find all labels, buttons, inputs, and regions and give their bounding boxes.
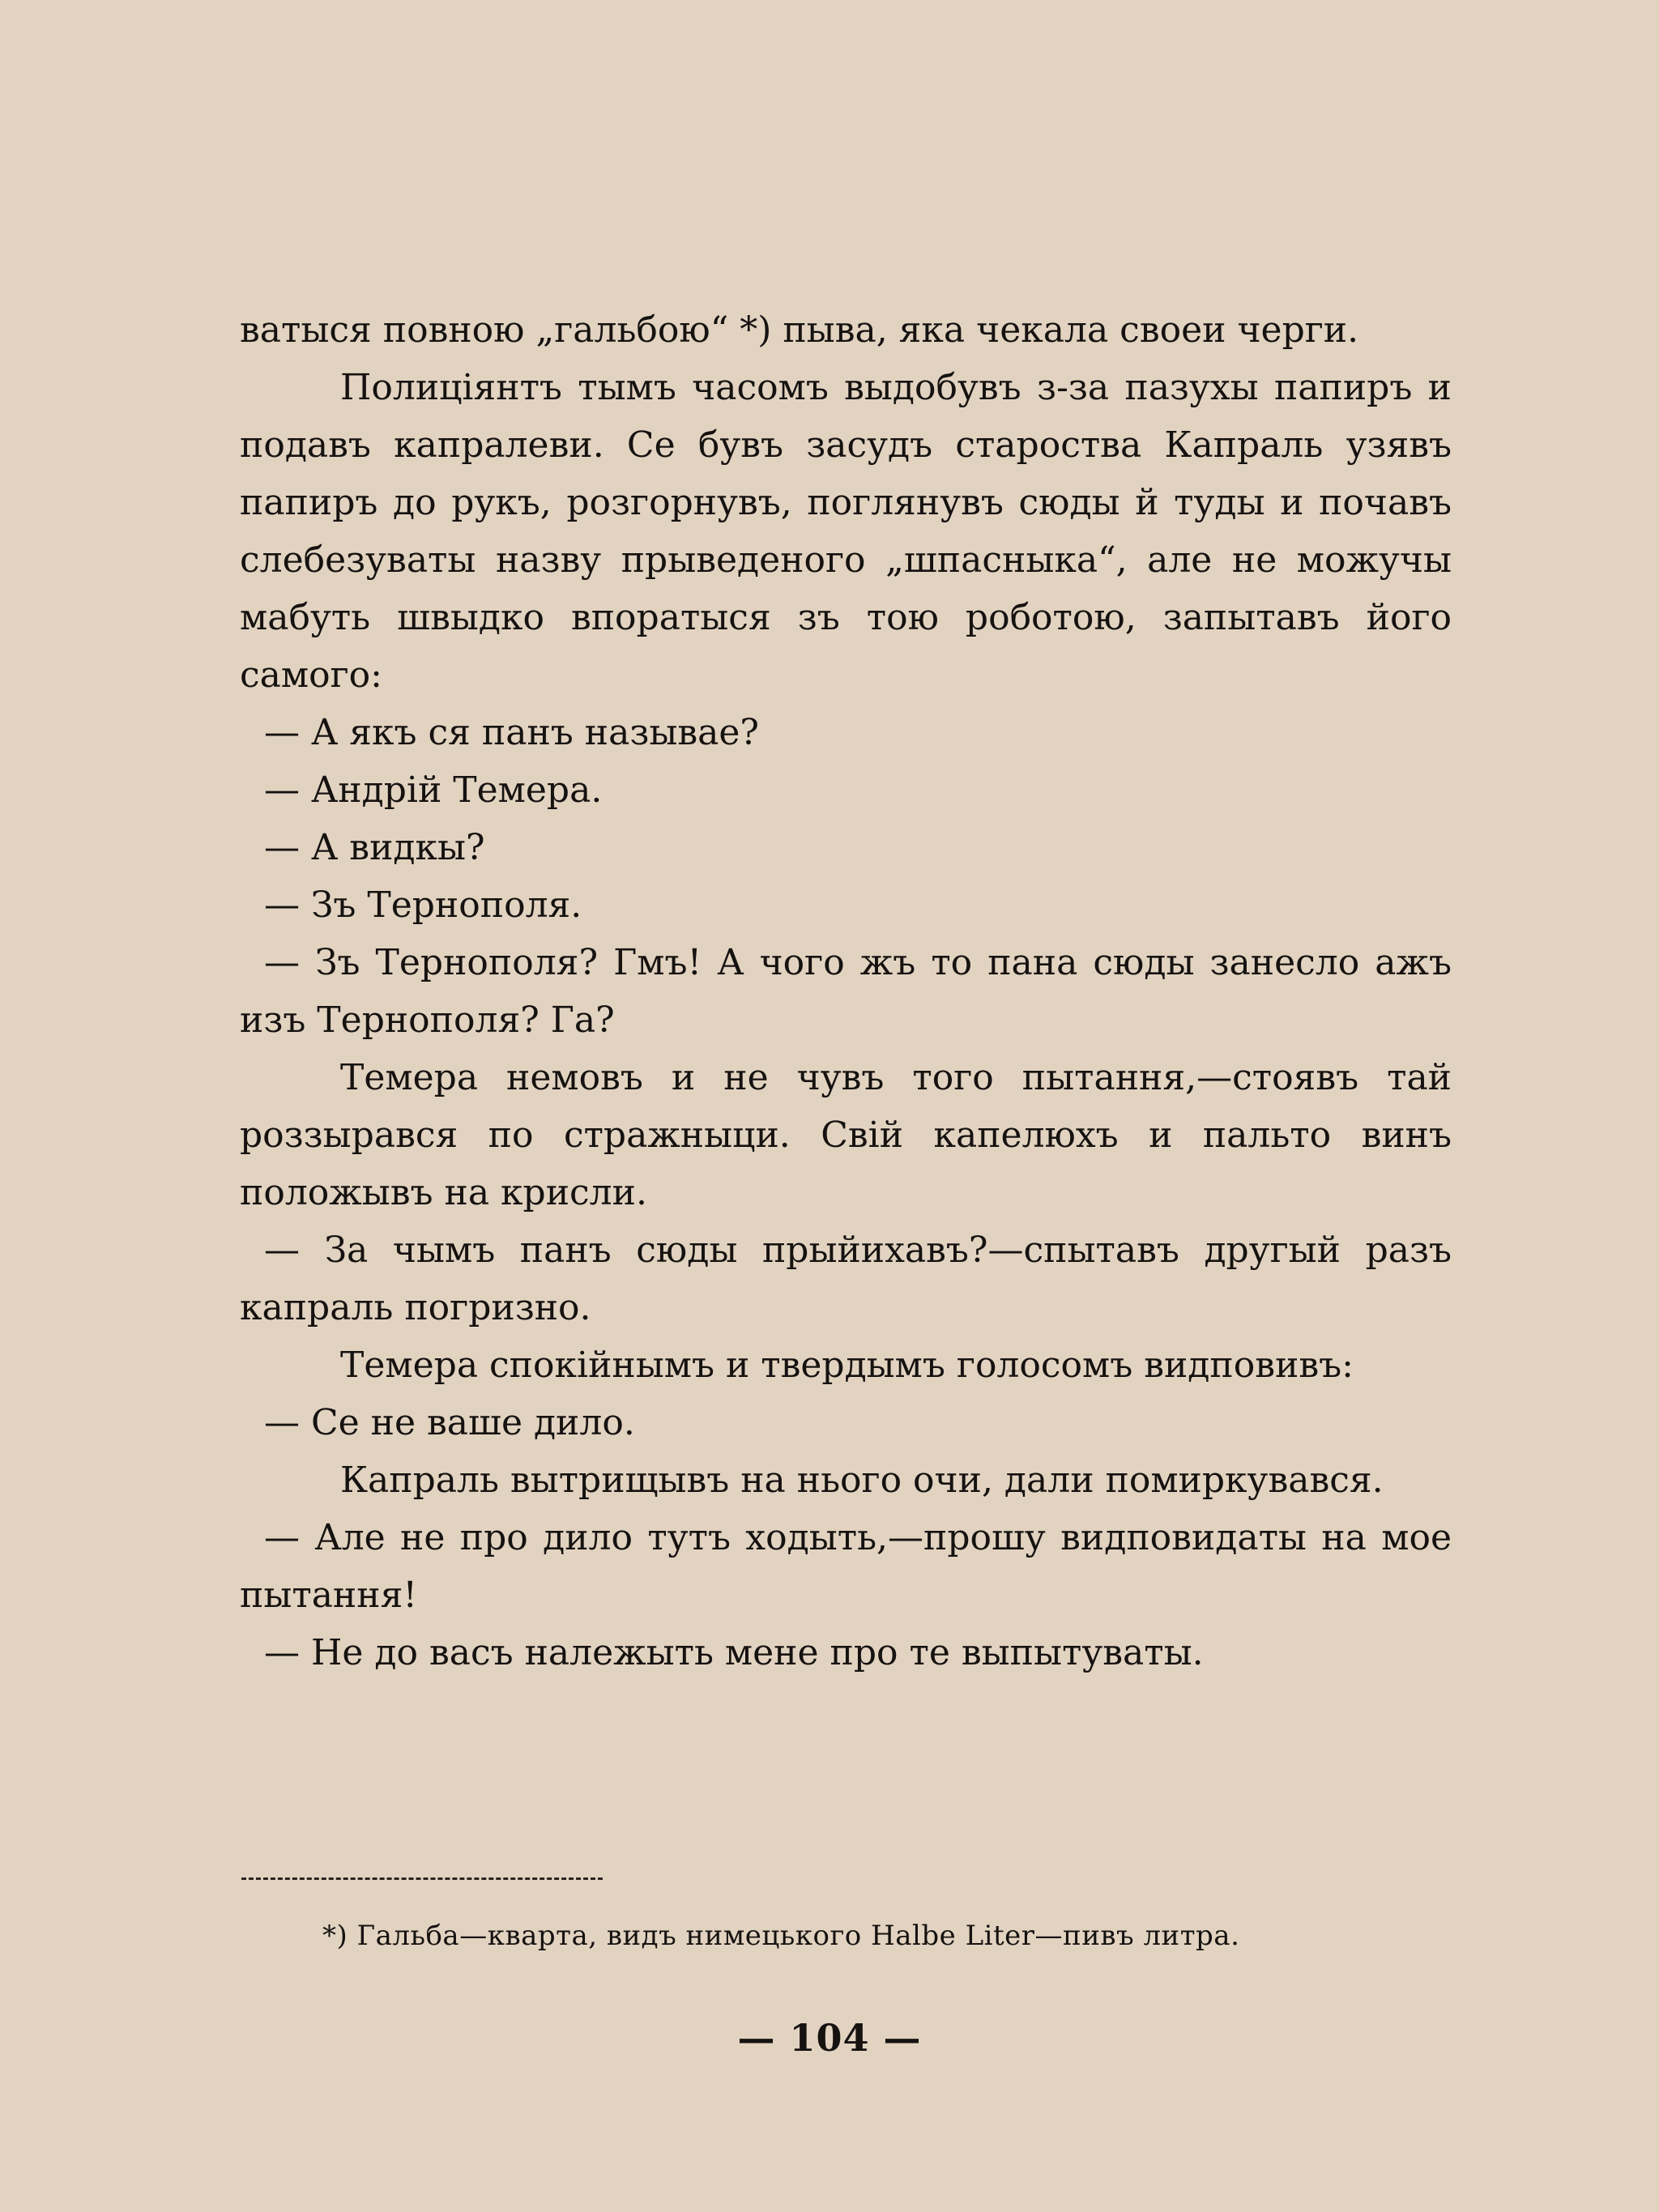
dialog-line: — Зъ Тернополя? Гмъ! А чого жъ то пана сюды занесло ажъ изъ Тернополя? Га? — [240, 942, 1452, 1041]
paragraph: Темера спокійнымъ и твердымъ голосомъ видповивъ: — [340, 1345, 1354, 1386]
dialog-line: — Але не про дило тутъ ходыть,—прошу видповидаты на мое пытання! — [240, 1517, 1452, 1616]
dialog-line: — Не до васъ належыть мене про те выпытуваты. — [264, 1632, 1204, 1673]
paragraph-continuation: ватыся повною „гальбою“ *) пыва, яка чекала своеи черги. — [240, 309, 1359, 351]
paragraph: Полиціянтъ тымъ часомъ выдобувъ з-за пазухы папиръ и подавъ капралеви. Се бувъ засудъ староства Капраль узявъ папиръ до рукъ, розгорнувъ, поглянувъ сюды й туды и почавъ слебезуваты назву прыведеного „шпасныка“, але не можучы мабуть швыдко впоратыся зъ тою роботою, запытавъ його самого: — [240, 367, 1452, 696]
dialog-line: — Зъ Тернополя. — [264, 884, 582, 926]
footnote: *) Гальба—кварта, видъ нимецького Halbe Liter—пивъ литра. — [322, 1920, 1240, 1952]
dialog-line: — Се не ваше дило. — [264, 1402, 635, 1443]
main-text — [240, 301, 1452, 1681]
dialog-line: — А якъ ся панъ называе? — [264, 712, 759, 753]
paragraph: Темера немовъ и не чувъ того пытання,—стоявъ тай роззырався по стражныци. Свій капелюхъ и пальто винъ положывъ на крисли. — [240, 1057, 1452, 1213]
paragraph: Капраль вытрищывъ на нього очи, дали помиркувався. — [340, 1460, 1384, 1501]
dialog-line: — За чымъ панъ сюды прыйихавъ?—спытавъ другый разъ капраль погризно. — [240, 1230, 1452, 1328]
page-number: — 104 — — [737, 2016, 922, 2060]
dialog-line: — А видкы? — [264, 827, 485, 868]
dialog-line: — Андрій Темера. — [264, 769, 603, 811]
footnote-divider — [241, 1877, 603, 1880]
